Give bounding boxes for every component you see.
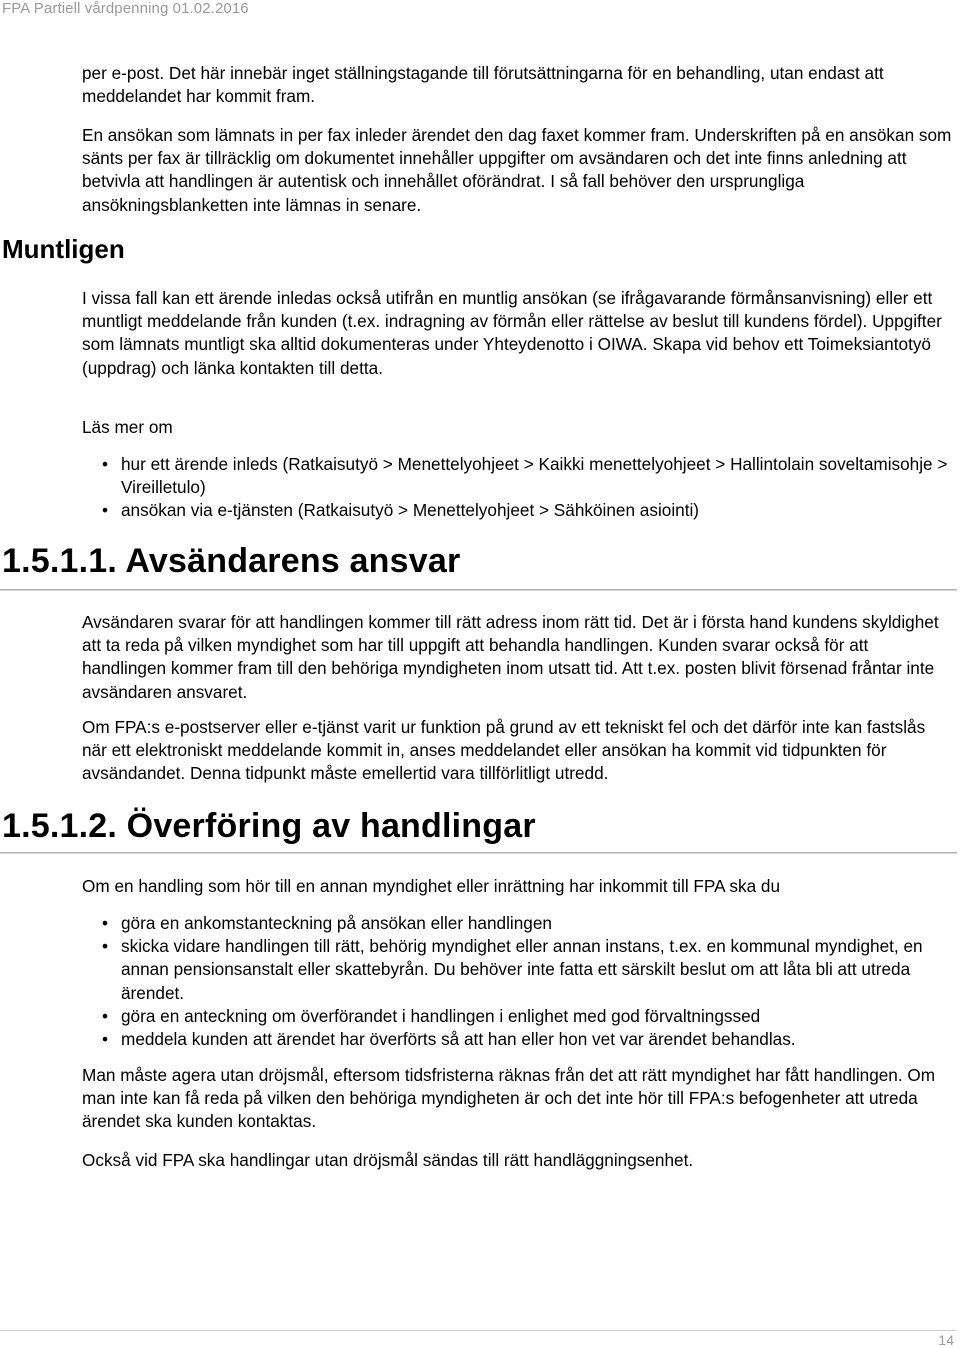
section1-paragraph-1: Avsändaren svarar för att handlingen kommer till rätt adress inom rätt tid. Det är i första hand kundens skyldighet att ta reda på vilken myndighet som har till uppgift att behandla handlingen. Kunden svarar också för att handlingen kommer fram till den behöriga myndigheten inom utsatt tid. Att t.ex. posten blivit försenad fråntar inte avsändaren ansvaret. [82,612,939,702]
list-item: • göra en anteckning om överförandet i handlingen i enlighet med god förvaltningssed [82,1005,952,1028]
list-item: • hur ett ärende inleds (Ratkaisutyö > Menettelyohjeet > Kaikki menettelyohjeet > Hallintolain soveltamisohje > Vireilletulo) [82,453,952,499]
transfer-steps-list [82,912,952,1051]
section1-paragraph-2: Om FPA:s e-postserver eller e-tjänst varit ur funktion på grund av ett tekniskt fel och det därför inte kan fastslås när ett elektroniskt meddelande kommit in, anses meddelandet eller ansökan ha kommit vid tidpunkten för avsändandet. Denna tidpunkt måste emellertid vara tillförlitligt utredd. [82,717,926,784]
read-more-list [82,453,952,523]
intro-paragraph-fax: En ansökan som lämnats in per fax inleder ärendet den dag faxet kommer fram. Underskriften på en ansökan som sänts per fax är tillräcklig om dokumentet innehåller uppgifter om avsändaren och det inte finns anledning att betvivla att handlingen är autentisk och innehållet oförändrat. I så fall behöver den ursprungliga ansökningsblanketten inte lämnas in senare. [82,125,952,215]
section-divider [0,852,957,854]
muntligen-heading: Muntligen [2,234,125,264]
list-item: • skicka vidare handlingen till rätt, behörig myndighet eller annan instans, t.ex. en kommunal myndighet, en annan pensionsanstalt eller skattebyrån. Du behöver inte fatta ett särskilt beslut om att låta bli att utreda ärendet. [82,935,952,1005]
page-number: 14 [938,1332,954,1348]
section-heading-overforing: 1.5.1.2. Överföring av handlingar [2,807,536,845]
section-divider [0,589,957,591]
intro-paragraph-email: per e-post. Det här innebär inget ställningstagande till förutsättningarna för en behandling, utan endast att meddelandet har kommit fram. [82,63,884,107]
section2-paragraph-deadline: Man måste agera utan dröjsmål, eftersom tidsfristerna räknas från det att rätt myndighet har fått handlingen. Om man inte kan få reda på vilken den behöriga myndigheten är och det inte hör till FPA:s befogenheter att utreda ärendet ska kunden kontaktas. [82,1065,936,1132]
read-more-label: Läs mer om [82,417,173,437]
list-item: • göra en ankomstanteckning på ansökan eller handlingen [82,912,952,935]
document-header: FPA Partiell vårdpenning 01.02.2016 [2,0,249,17]
muntligen-paragraph: I vissa fall kan ett ärende inledas också utifrån en muntlig ansökan (se ifrågavarande förmånsanvisning) eller ett muntligt meddelande från kunden (t.ex. indragning av förmån eller rättelse av beslut till kundens fördel). Uppgifter som lämnats muntligt ska alltid dokumenteras under Yhteydenotto i OIWA. Skapa vid behov ett Toimeksiantotyö (uppdrag) och länka kontakten till detta. [82,288,942,378]
list-item: • ansökan via e-tjänsten (Ratkaisutyö > Menettelyohjeet > Sähköinen asiointi) [82,499,952,522]
section2-intro-paragraph: Om en handling som hör till en annan myndighet eller inrättning har inkommit till FPA ska du [82,876,781,896]
footer-divider [0,1330,957,1331]
section-heading-avsandarens-ansvar: 1.5.1.1. Avsändarens ansvar [2,542,461,580]
section2-paragraph-fpa: Också vid FPA ska handlingar utan dröjsmål sändas till rätt handläggningsenhet. [82,1150,694,1170]
list-item: • meddela kunden att ärendet har överförts så att han eller hon vet var ärendet behandlas. [82,1028,952,1051]
